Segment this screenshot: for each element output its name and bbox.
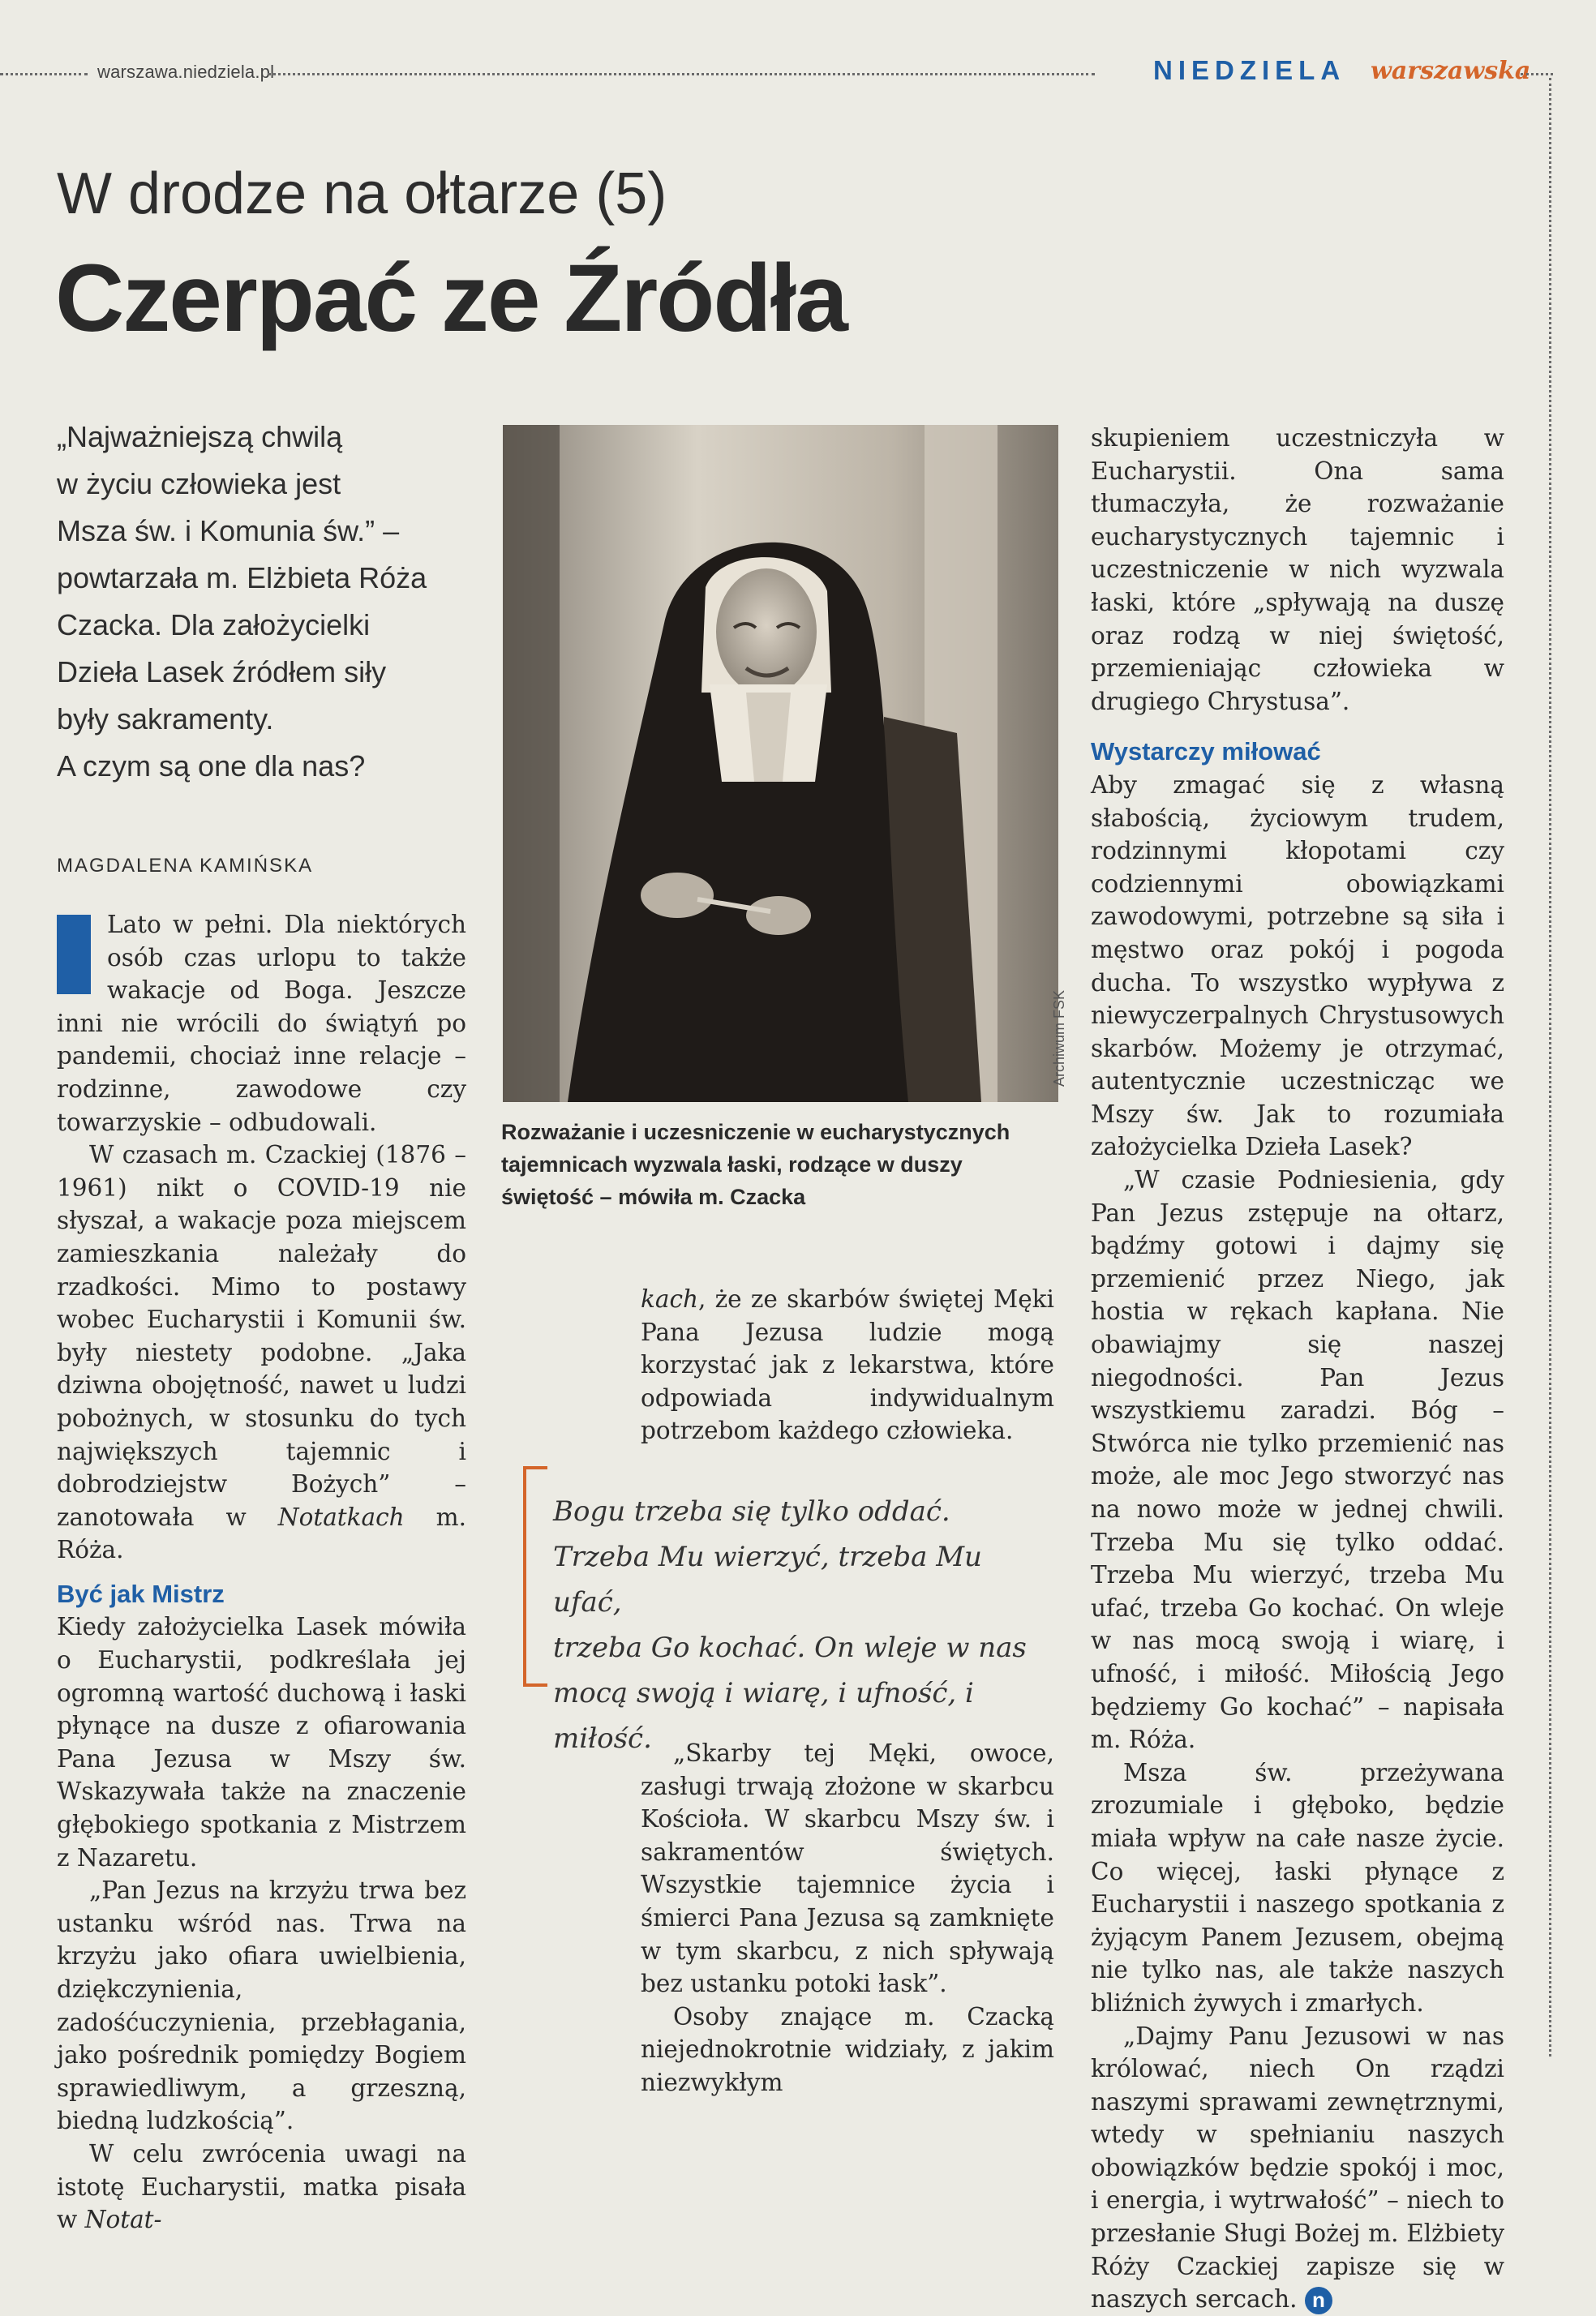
paragraph-text: W czasach m. Czackiej (1876 – 1961) nikt o COVID-19 nie słyszał, a wakacje poza miejscem zamieszkania należały do rzadkości. Mimo to postawy wobec Eucharystii i Komunii św. były niestety podobne. „Jaka dziwna obojętność, nawet u ludzi pobożnych, w stosunku do tych największych tajemnic i dobrodziejstw Bożych” – zanotowała w [57,1141,466,1531]
article-column-2-continued [641,1737,1054,2099]
photo-caption: Rozważanie i uczesniczenie w eucharystycznych tajemnicach wyzwala łaski, rodzące w duszy świętość – mówiła m. Czacka [501,1120,1010,1209]
article-author: MAGDALENA KAMIŃSKA [57,855,314,877]
paragraph: Aby zmagać się z własną słabością, życiowym trudem, rodzinnymi kłopotami czy codziennymi obowiązkami zawodowymi, potrzebne są siła i męstwo oraz pokój i pogoda ducha. To wszystko wypływa z niewyczerpalnych Chrystusowych skarbów. Możemy je otrzymać, autentycznie uczestnicząc we Mszy św. Jak to rozumiała założycielka Dzieła Lasek? [1091,770,1504,1161]
article-column-3 [1091,422,1504,2316]
paragraph-emphasis: Notatkach [277,1503,405,1531]
paragraph-text: „Dajmy Panu Jezusowi w nas królować, niech On rządzi naszymi sprawami zewnętrznymi, wtedy w spełnianiu naszych obowiązków będzie spokój i moc, i energia, i wytrwałość” – niech to przesłanie Sługi Bożej m. Elżbiety Róży Czackiej zapisze się w naszych sercach. [1091,2022,1504,2314]
drop-cap-space [57,908,107,978]
lead-line: Czacka. Dla założycielki [57,608,371,641]
paragraph: Osoby znające m. Czacką niejednokrotnie widziały, z jakim niezwykłym [641,2002,1054,2096]
lead-line: były sakramenty. [57,702,274,736]
pullquote-line: trzeba Go kochać. On wleje w nas [553,1632,1027,1664]
paragraph: „Skarby tej Męki, owoce, zasługi trwają złożone w skarbcu Kościoła. W skarbcu Mszy św. i sakramentów świętych. Wszystkie tajemnice życia i śmierci Pana Jezusa są zamknięte w tym skarbcu, z nich spływają bez ustanku potoki łask”. [641,1739,1054,1998]
header-site-url: warszawa.niedziela.pl [97,62,275,82]
paragraph: „Pan Jezus na krzyżu trwa bez ustanku wśród nas. Trwa na krzyżu jako ofiara uwielbienia, dziękczynienia, zadośćuczynienia, przebłagania, jako pośrednik pomiędzy Bogiem sprawiedliwym, a grzeszną, biedną ludzkością”. [57,1876,466,2135]
article-column-1 [57,908,466,2237]
pullquote-line: Bogu trzeba się tylko oddać. [553,1495,950,1528]
pullquote [553,1489,1040,1761]
paragraph-text: , że ze skarbów świętej Męki Pana Jezusa ludzie mogą korzystać jak z lekarstwa, które odpowiada indywidualnym potrzebom każdego człowieka. [641,1285,1054,1445]
paragraph: Kiedy założycielka Lasek mówiła o Eucharystii, podkreślała jej ogromną wartość duchową i łaski płynące na dusze z ofiarowania Pana Jezusa w Mszy św. Wskazywała także na znaczenie głębokiego spotkania z Mistrzem z Nazaretu. [57,1613,466,1872]
article-headline: Czerpać ze Źródła [55,245,847,352]
paragraph [641,1283,1054,1448]
header-brand: NIEDZIELA [1153,55,1346,85]
paragraph-text: Lato w pełni. Dla niektórych osób czas urlopu to także wakacje od Boga. Jeszcze inni nie wrócili do świątyń po pandemii, chociaż inne relacje – rodzinne, zawodowe czy towarzyskie – odbudowali. [57,911,466,1136]
paragraph: „W czasie Podniesienia, gdy Pan Jezus zstępuje na ołtarz, bądźmy gotowi i dajmy się przemienić przez Niego, jak hostia w rękach kapłana. Nie obawiajmy się naszej niegodności. Pan Jezus wszystkiemu zaradzi. Bóg – Stwórca nie tylko przemienić nas może, ale moc Jego stworzyć nas na nowo może w jednej chwili. Trzeba Mu się tylko oddać. Trzeba Mu wierzyć, trzeba Mu ufać, trzeba Go kochać. On wleje w nas mocą swoją i wiarę, i ufność, i miłość. Miłością Jego będziemy Go kochać” – napisała m. Róża. [1091,1166,1504,1754]
article-lead [57,414,478,790]
lead-line: w życiu człowieka jest [57,467,341,500]
pullquote-line: mocą swoją i wiarę, i ufność, i miłość. [553,1677,974,1755]
paragraph [1091,2020,1504,2316]
lead-line: Dzieła Lasek źródłem siły [57,655,387,688]
header-rule-left [0,73,88,75]
article-kicker: W drodze na ołtarze (5) [57,161,667,226]
section-heading: Wystarczy miłować [1091,737,1321,766]
lead-line: „Najważniejszą chwilą [57,420,343,453]
pullquote-bracket [523,1466,547,1687]
article-column-2 [641,1283,1054,1448]
photo-credit: Archiwum FSK [1051,989,1067,1087]
paragraph: Msza św. przeżywana zrozumiale i głęboko, będzie miała wpływ na całe nasze życie. Co więcej, łaski płynące z Eucharystii i naszego spotkania z żyjącym Panem Jezusem, obejmą nie tylko nas, ale także naszych bliźnich żywych i zmarłych. [1091,1758,1504,2017]
article-photo [503,425,1058,1102]
paragraph-emphasis: Notat- [84,2206,162,2234]
paragraph [57,1139,466,1567]
paragraph [57,2138,466,2237]
paragraph: skupieniem uczestniczyła w Eucharystii. Ona sama tłumaczyła, że rozważanie eucharystycznych tajemnic i uczestniczenie w nich wyzwala łaski, które „spływają na duszę oraz rodzą w niej świętość, przemieniając człowieka w drugiego Chrystusa”. [1091,424,1504,715]
paragraph-text: W celu zwrócenia uwagi na istotę Eucharystii, matka pisała w [57,2139,466,2234]
paragraph-text: m. Róża. [57,1503,466,1564]
header-rule-middle [268,73,1095,75]
photo-illustration [503,425,1058,1102]
end-of-article-icon: n [1305,2287,1332,2314]
lead-line: A czym są one dla nas? [57,749,366,783]
header-region: warszawska [1371,57,1531,85]
section-heading: Być jak Mistrz [57,1579,225,1608]
background-bleed [1046,114,1565,381]
pullquote-line: Trzeba Mu wierzyć, trzeba Mu ufać, [553,1541,982,1619]
paragraph [57,908,466,1139]
lead-line: powtarzała m. Elżbieta Róża [57,561,427,594]
paragraph-emphasis: kach [641,1285,698,1313]
header-rule-right [1521,73,1553,75]
lead-line: Msza św. i Komunia św.” – [57,514,400,547]
